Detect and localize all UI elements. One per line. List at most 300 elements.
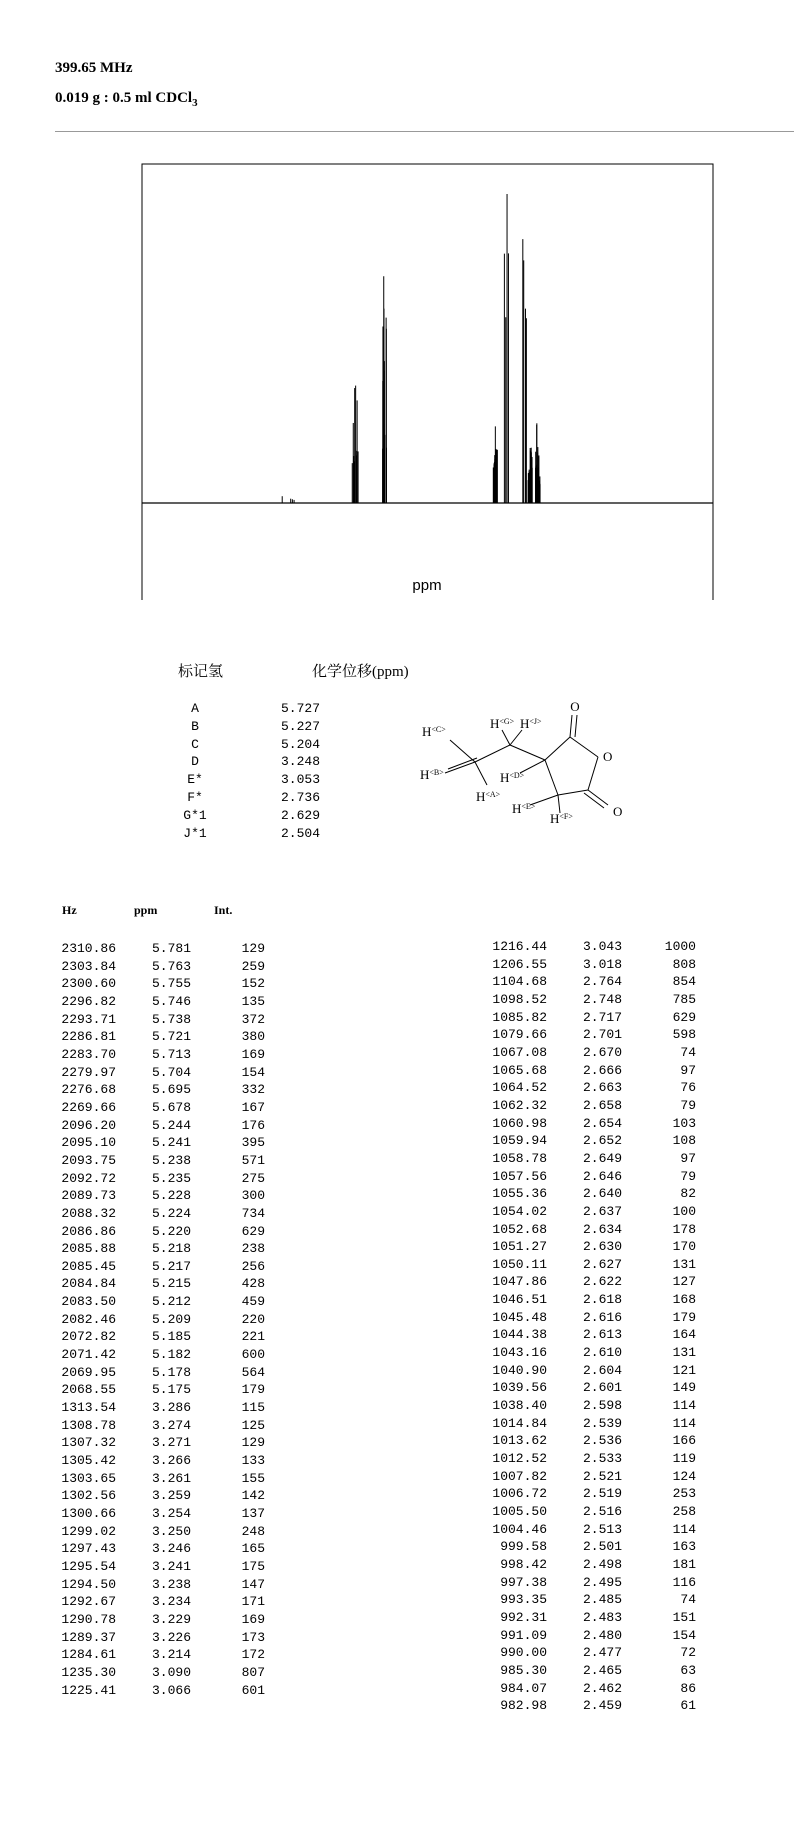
- peak-intensity: 72: [680, 1645, 696, 1661]
- peak-row: [471, 1221, 696, 1239]
- peak-hz: 1045.48: [492, 1309, 547, 1325]
- peak-ppm: 2.462: [582, 1680, 622, 1696]
- peak-row: [471, 1203, 696, 1221]
- peak-hz: 1294.50: [61, 1576, 116, 1592]
- peak-row: [471, 1591, 696, 1609]
- peak-intensity: 97: [680, 1062, 696, 1078]
- peak-intensity: 155: [241, 1470, 265, 1486]
- peak-hz: 2068.55: [61, 1382, 116, 1398]
- peak-intensity: 598: [672, 1027, 696, 1043]
- peak-intensity: 600: [241, 1347, 265, 1363]
- peak-ppm: 2.618: [582, 1292, 622, 1308]
- peak-intensity: 220: [241, 1311, 265, 1327]
- peak-ppm: 2.483: [582, 1609, 622, 1625]
- peak-ppm: 5.713: [151, 1046, 191, 1062]
- peak-intensity: 124: [672, 1468, 696, 1484]
- peak-ppm: 2.533: [582, 1451, 622, 1467]
- peak-row: [471, 1556, 696, 1574]
- peak-row: [471, 1168, 696, 1186]
- peak-intensity: 173: [241, 1629, 265, 1645]
- carbonyl-oxygen-bottom-label: O: [613, 804, 623, 819]
- peak-intensity: 176: [241, 1117, 265, 1133]
- peak-hz: 1054.02: [492, 1203, 547, 1219]
- peak-intensity: 395: [241, 1135, 265, 1151]
- peak-ppm: 2.649: [582, 1150, 622, 1166]
- hydrogen-f-label: [550, 811, 573, 826]
- peak-ppm: 5.721: [151, 1029, 191, 1045]
- peak-row: [471, 1009, 696, 1027]
- peak-row: [40, 1646, 265, 1664]
- peak-hz: 2269.66: [61, 1099, 116, 1115]
- peak-hz: 1297.43: [61, 1541, 116, 1557]
- peak-ppm: 3.259: [151, 1488, 191, 1504]
- peak-intensity: 63: [680, 1662, 696, 1678]
- peak-ppm: 5.704: [151, 1064, 191, 1080]
- peak-row: [40, 1417, 265, 1435]
- hydrogen-d-symbol: H: [500, 770, 510, 785]
- peak-intensity: 74: [680, 1044, 696, 1060]
- peak-row: [40, 1293, 265, 1311]
- peak-intensity: 169: [241, 1611, 265, 1627]
- hydrogen-c-label: [422, 724, 446, 739]
- peak-row: [40, 1593, 265, 1611]
- assignment-shift: 2.736: [280, 789, 320, 805]
- peak-intensity: 629: [672, 1009, 696, 1025]
- peak-ppm: 2.640: [582, 1186, 622, 1202]
- assignment-label: B: [191, 718, 199, 734]
- peak-hz: 1079.66: [492, 1027, 547, 1043]
- peak-row: [471, 1662, 696, 1680]
- spectrometer-frequency: 399.65 MHz: [55, 60, 133, 76]
- peak-hz: 2086.86: [61, 1223, 116, 1239]
- peak-row: [471, 1644, 696, 1662]
- peak-intensity: 175: [241, 1558, 265, 1574]
- peak-row: [471, 1185, 696, 1203]
- peak-row: [40, 975, 265, 993]
- peak-hz: 1216.44: [492, 939, 547, 954]
- assignment-shift: 5.727: [280, 701, 320, 716]
- peak-intensity: 170: [672, 1239, 696, 1255]
- peak-row: [40, 1134, 265, 1152]
- peak-row: [40, 1505, 265, 1523]
- assignment-row: [160, 718, 320, 736]
- peak-row: [40, 940, 265, 958]
- peak-ppm: 3.018: [582, 956, 622, 972]
- peak-ppm: 2.717: [582, 1009, 622, 1025]
- peak-hz: 2286.81: [61, 1029, 116, 1045]
- peak-hz: 1039.56: [492, 1380, 547, 1396]
- peak-ppm: 5.217: [151, 1258, 191, 1274]
- peak-intensity: 137: [241, 1506, 265, 1521]
- peak-hz: 1067.08: [492, 1044, 547, 1060]
- peak-row: [40, 1470, 265, 1488]
- peak-intensity: 380: [241, 1029, 265, 1045]
- peak-row: [471, 1026, 696, 1044]
- peak-ppm: 2.658: [582, 1097, 622, 1113]
- hydrogen-g-symbol: H: [490, 716, 500, 731]
- peak-intensity: 181: [672, 1556, 696, 1572]
- assignment-label: G*1: [183, 807, 207, 823]
- assignment-label: E*: [187, 772, 203, 788]
- peak-hz: 1058.78: [492, 1150, 547, 1166]
- peak-ppm: 5.746: [151, 993, 191, 1009]
- peak-hz: 1050.11: [492, 1256, 547, 1272]
- peak-ppm: 3.246: [151, 1541, 191, 1557]
- peak-intensity: 259: [241, 958, 265, 974]
- peak-ppm: 2.610: [582, 1345, 622, 1361]
- peak-intensity: 119: [672, 1451, 696, 1467]
- assignment-row: [160, 807, 320, 825]
- hydrogen-g-tag: <G>: [499, 717, 515, 726]
- peak-row: [40, 1523, 265, 1541]
- peak-row: [40, 1399, 265, 1417]
- peak-row: [40, 1576, 265, 1594]
- peak-ppm: 5.175: [151, 1382, 191, 1398]
- peak-hz: 2283.70: [61, 1046, 116, 1062]
- peak-hz: 2092.72: [61, 1170, 116, 1186]
- peak-hz: 2096.20: [61, 1117, 116, 1133]
- peak-intensity: 114: [672, 1521, 696, 1537]
- peak-ppm: 2.477: [582, 1645, 622, 1661]
- assignment-row: [160, 789, 320, 807]
- hydrogen-a-tag: <A>: [485, 790, 501, 799]
- nmr-spectrum-chart: [0, 150, 794, 600]
- peak-hz: 1303.65: [61, 1470, 116, 1486]
- peak-hz: 997.38: [500, 1574, 547, 1590]
- hydrogen-d-label: [500, 770, 525, 785]
- peak-intensity: 172: [241, 1647, 265, 1663]
- peak-row: [471, 1044, 696, 1062]
- peak-row: [40, 1452, 265, 1470]
- peak-intensity: 1000: [664, 939, 696, 954]
- hydrogen-b-symbol: H: [420, 767, 430, 782]
- peak-row: [40, 1540, 265, 1558]
- peak-row: [471, 1238, 696, 1256]
- peak-row: [471, 1397, 696, 1415]
- hydrogen-d-tag: <D>: [509, 771, 525, 780]
- peak-intensity: 115: [241, 1400, 265, 1416]
- peak-ppm: 2.627: [582, 1256, 622, 1272]
- peak-hz: 1295.54: [61, 1558, 116, 1574]
- hydrogen-e-symbol: H: [512, 801, 522, 816]
- hydrogen-b-label: [420, 767, 444, 782]
- peak-hz: 1308.78: [61, 1417, 116, 1433]
- assignment-row: [160, 771, 320, 789]
- peak-ppm: 2.485: [582, 1592, 622, 1608]
- peak-hz: 1059.94: [492, 1133, 547, 1149]
- peak-intensity: 86: [680, 1680, 696, 1696]
- peak-hz: 1292.67: [61, 1594, 116, 1610]
- peak-row: [40, 1629, 265, 1647]
- hydrogen-j-label: [520, 716, 542, 731]
- peak-ppm: 5.235: [151, 1170, 191, 1186]
- peak-intensity: 127: [672, 1274, 696, 1290]
- peak-hz: 2084.84: [61, 1276, 116, 1292]
- peak-intensity: 169: [241, 1046, 265, 1062]
- hydrogen-f-symbol: H: [550, 811, 560, 826]
- peak-hz: 1225.41: [61, 1682, 116, 1698]
- peak-row: [471, 1609, 696, 1627]
- peak-intensity: 135: [241, 993, 265, 1009]
- peak-intensity: 238: [241, 1241, 265, 1257]
- peak-intensity: 171: [241, 1594, 265, 1610]
- peak-hz: 1040.90: [492, 1362, 547, 1378]
- peak-hz: 2310.86: [61, 941, 116, 956]
- peak-hz: 1290.78: [61, 1611, 116, 1627]
- peak-intensity: 808: [672, 956, 696, 972]
- peak-ppm: 2.654: [582, 1115, 622, 1131]
- peak-row: [40, 1328, 265, 1346]
- peak-row: [40, 1064, 265, 1082]
- peak-hz: 1006.72: [492, 1486, 547, 1502]
- peak-row: [471, 1291, 696, 1309]
- hydrogen-c-symbol: H: [422, 724, 432, 739]
- assignment-row: [160, 700, 320, 718]
- peak-row: [471, 1521, 696, 1539]
- peak-hz: 999.58: [500, 1539, 547, 1555]
- assignment-label: F*: [187, 789, 203, 805]
- peak-ppm: 2.501: [582, 1539, 622, 1555]
- peak-intensity: 129: [241, 1435, 265, 1451]
- peak-ppm: 3.238: [151, 1576, 191, 1592]
- peak-ppm: 3.214: [151, 1647, 191, 1663]
- peak-ppm: 5.738: [151, 1011, 191, 1027]
- peak-intensity: 601: [241, 1682, 265, 1698]
- peak-row: [471, 1344, 696, 1362]
- peak-row: [40, 1152, 265, 1170]
- peak-row: [471, 973, 696, 991]
- peak-ppm: 3.254: [151, 1506, 191, 1521]
- assignment-label: D: [191, 754, 199, 770]
- peak-ppm: 2.748: [582, 991, 622, 1007]
- hydrogen-j-symbol: H: [520, 716, 530, 731]
- peak-hz: 1289.37: [61, 1629, 116, 1645]
- hydrogen-j-tag: <J>: [529, 717, 542, 726]
- peak-hz: 1206.55: [492, 956, 547, 972]
- peak-hz: 1046.51: [492, 1292, 547, 1308]
- peak-hz: 1064.52: [492, 1080, 547, 1096]
- peak-intensity: 179: [672, 1309, 696, 1325]
- peak-ppm: 2.764: [582, 974, 622, 990]
- peak-ppm: 5.241: [151, 1135, 191, 1151]
- peak-ppm: 3.226: [151, 1629, 191, 1645]
- peak-ppm: 5.238: [151, 1152, 191, 1168]
- hydrogen-a-label: [476, 789, 501, 804]
- peak-intensity: 152: [241, 976, 265, 992]
- peak-ppm: 2.613: [582, 1327, 622, 1343]
- peak-intensity: 372: [241, 1011, 265, 1027]
- peak-row: [471, 1538, 696, 1556]
- peak-intensity: 459: [241, 1294, 265, 1310]
- peak-row: [40, 993, 265, 1011]
- peak-row: [40, 1223, 265, 1241]
- peak-hz: 1038.40: [492, 1398, 547, 1414]
- peak-row: [40, 1028, 265, 1046]
- peak-row: [40, 1682, 265, 1700]
- peak-ppm: 3.271: [151, 1435, 191, 1451]
- peak-layer: [282, 194, 540, 503]
- peak-row: [471, 991, 696, 1009]
- peak-intensity: 300: [241, 1188, 265, 1204]
- peak-row: [471, 1062, 696, 1080]
- peak-ppm: 2.521: [582, 1468, 622, 1484]
- peak-intensity: 275: [241, 1170, 265, 1186]
- assignment-row: [160, 753, 320, 771]
- peak-row: [471, 956, 696, 974]
- hydrogen-b-tag: <B>: [429, 768, 444, 777]
- peak-hz: 992.31: [500, 1609, 547, 1625]
- peak-row: [471, 1256, 696, 1274]
- peak-intensity: 221: [241, 1329, 265, 1345]
- peak-hz: 998.42: [500, 1556, 547, 1572]
- assignment-label: C: [191, 736, 199, 752]
- peak-hz: 1299.02: [61, 1523, 116, 1539]
- peak-hz: 1305.42: [61, 1453, 116, 1469]
- peak-intensity: 61: [680, 1698, 696, 1714]
- assignment-shift: 3.248: [280, 754, 320, 770]
- peak-row: [471, 1485, 696, 1503]
- peak-intensity: 82: [680, 1186, 696, 1202]
- peak-intensity: 79: [680, 1097, 696, 1113]
- peak-hz: 1052.68: [492, 1221, 547, 1237]
- assignment-label: J*1: [183, 825, 207, 841]
- peak-intensity: 97: [680, 1150, 696, 1166]
- peak-row: [471, 1627, 696, 1645]
- peak-hz: 985.30: [500, 1662, 547, 1678]
- peak-row: [471, 1450, 696, 1468]
- peak-row: [40, 1258, 265, 1276]
- peak-hz: 1085.82: [492, 1009, 547, 1025]
- peak-ppm: 5.755: [151, 976, 191, 992]
- peak-intensity: 734: [241, 1205, 265, 1221]
- peak-ppm: 5.185: [151, 1329, 191, 1345]
- peak-intensity: 253: [672, 1486, 696, 1502]
- peak-intensity: 154: [672, 1627, 696, 1643]
- peak-hz: 2072.82: [61, 1329, 116, 1345]
- assignment-shift: 5.204: [280, 736, 320, 752]
- peak-intensity: 116: [672, 1574, 696, 1590]
- peak-ppm: 2.601: [582, 1380, 622, 1396]
- peak-intensity: 164: [672, 1327, 696, 1343]
- peak-intensity: 131: [672, 1256, 696, 1272]
- peak-intensity: 108: [672, 1133, 696, 1149]
- peak-ppm: 5.182: [151, 1347, 191, 1363]
- peak-ppm: 2.480: [582, 1627, 622, 1643]
- peak-hz: 1284.61: [61, 1647, 116, 1663]
- peak-hz: 2069.95: [61, 1364, 116, 1380]
- peak-row: [40, 1240, 265, 1258]
- peak-ppm: 2.616: [582, 1309, 622, 1325]
- peak-ppm: 3.286: [151, 1400, 191, 1416]
- peak-ppm: 3.229: [151, 1611, 191, 1627]
- peak-ppm: 2.630: [582, 1239, 622, 1255]
- peak-hz: 1014.84: [492, 1415, 547, 1431]
- peak-intensity: 154: [241, 1064, 265, 1080]
- peak-hz: 1060.98: [492, 1115, 547, 1131]
- molecule-structure: [420, 695, 680, 845]
- peak-intensity: 629: [241, 1223, 265, 1239]
- sample-concentration-subscript: 3: [192, 97, 198, 109]
- peak-hz: 1055.36: [492, 1186, 547, 1202]
- peak-intensity: 76: [680, 1080, 696, 1096]
- peak-ppm: 5.228: [151, 1188, 191, 1204]
- plot-frame: [142, 164, 713, 600]
- peak-table-header-ppm: ppm: [134, 903, 158, 917]
- peak-row: [40, 1611, 265, 1629]
- peak-row: [40, 1275, 265, 1293]
- peak-row: [40, 1311, 265, 1329]
- peak-hz: 1313.54: [61, 1400, 116, 1416]
- peak-row: [40, 1558, 265, 1576]
- peak-row: [471, 1379, 696, 1397]
- peak-ppm: 3.234: [151, 1594, 191, 1610]
- peak-ppm: 5.218: [151, 1241, 191, 1257]
- peak-ppm: 2.465: [582, 1662, 622, 1678]
- peak-ppm: 2.536: [582, 1433, 622, 1449]
- peak-intensity: 179: [241, 1382, 265, 1398]
- peak-ppm: 2.634: [582, 1221, 622, 1237]
- peak-ppm: 2.604: [582, 1362, 622, 1378]
- peak-list-left: [40, 940, 265, 1699]
- peak-row: [471, 1132, 696, 1150]
- peak-hz: 1098.52: [492, 991, 547, 1007]
- peak-hz: 2089.73: [61, 1188, 116, 1204]
- peak-hz: 2300.60: [61, 976, 116, 992]
- peak-ppm: 2.498: [582, 1556, 622, 1572]
- ring-oxygen-label: O: [603, 749, 613, 764]
- peak-row: [471, 1150, 696, 1168]
- peak-row: [471, 1273, 696, 1291]
- peak-row: [40, 1487, 265, 1505]
- peak-row: [471, 1468, 696, 1486]
- peak-ppm: 3.043: [582, 939, 622, 954]
- peak-hz: 990.00: [500, 1645, 547, 1661]
- hydrogen-c-tag: <C>: [431, 725, 446, 734]
- sample-concentration-main: 0.019 g : 0.5 ml CDCl: [55, 90, 193, 106]
- peak-hz: 982.98: [500, 1698, 547, 1714]
- peak-row: [40, 1081, 265, 1099]
- peak-ppm: 3.066: [151, 1682, 191, 1698]
- peak-ppm: 2.516: [582, 1504, 622, 1519]
- peak-table-header-hz: Hz: [62, 903, 77, 917]
- peak-hz: 2071.42: [61, 1347, 116, 1363]
- peak-ppm: 3.261: [151, 1470, 191, 1486]
- peak-ppm: 2.666: [582, 1062, 622, 1078]
- peak-intensity: 129: [241, 941, 265, 956]
- peak-row: [40, 1011, 265, 1029]
- peak-intensity: 258: [672, 1504, 696, 1519]
- peak-hz: 2279.97: [61, 1064, 116, 1080]
- peak-ppm: 2.670: [582, 1044, 622, 1060]
- peak-intensity: 165: [241, 1541, 265, 1557]
- peak-ppm: 2.701: [582, 1027, 622, 1043]
- peak-row: [40, 958, 265, 976]
- peak-ppm: 2.646: [582, 1168, 622, 1184]
- peak-hz: 1300.66: [61, 1506, 116, 1521]
- assignment-table: [160, 700, 320, 842]
- peak-intensity: 256: [241, 1258, 265, 1274]
- peak-intensity: 100: [672, 1203, 696, 1219]
- peak-hz: 1013.62: [492, 1433, 547, 1449]
- peak-hz: 991.09: [500, 1627, 547, 1643]
- peak-hz: 1012.52: [492, 1451, 547, 1467]
- peak-hz: 1065.68: [492, 1062, 547, 1078]
- peak-row: [40, 1187, 265, 1205]
- peak-row: [471, 1680, 696, 1698]
- peak-hz: 993.35: [500, 1592, 547, 1608]
- peak-hz: 1057.56: [492, 1168, 547, 1184]
- peak-ppm: 5.178: [151, 1364, 191, 1380]
